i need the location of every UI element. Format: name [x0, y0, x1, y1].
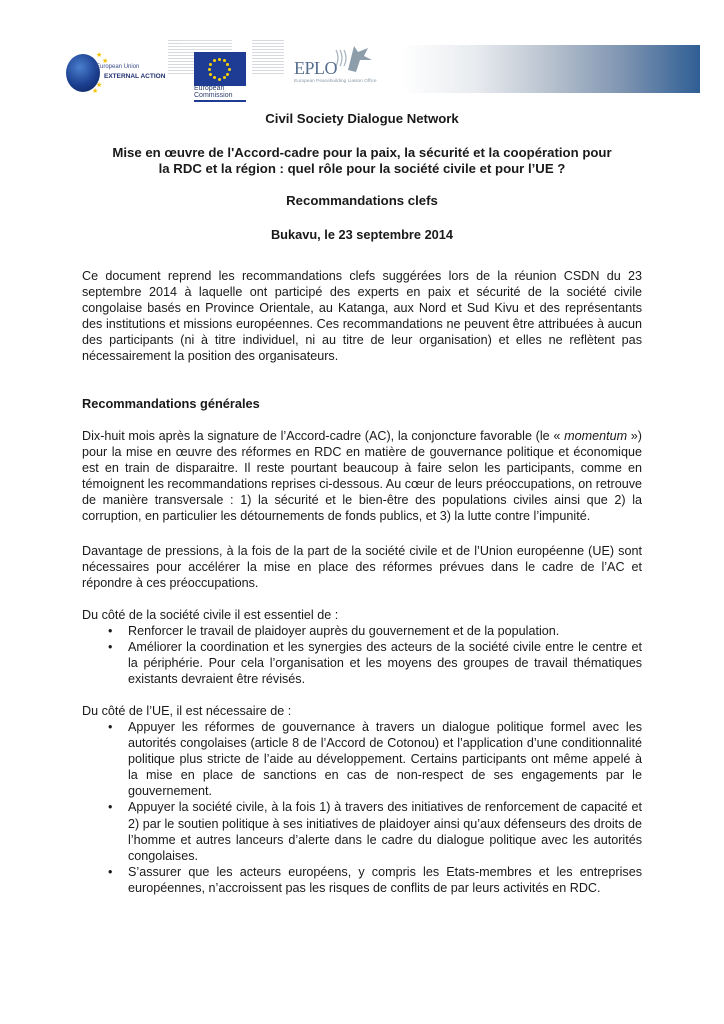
- eplo-wordmark: EPLO: [294, 58, 337, 78]
- document-title-line1: Mise en œuvre de l'Accord-cadre pour la paix, la sécurité et la coopération pour: [112, 145, 612, 160]
- flag-star-icon: [226, 63, 229, 66]
- civil-society-intro: Du côté de la société civile il est essentiel de :: [82, 608, 339, 622]
- ec-logo-underline: [194, 100, 246, 102]
- bullet-icon: •: [108, 864, 113, 879]
- building-graphic: [252, 40, 284, 76]
- bullet-icon: •: [108, 800, 113, 815]
- flag-star-icon: [226, 73, 229, 76]
- civil-society-recommendations: [82, 623, 642, 687]
- list-item-text: Améliorer la coordination et les synergies des acteurs de la société civile entre le centre et la périphérie. Pour cela l’organisation et les moyens des groupes de travail thématiques existants devraient être révisés.: [128, 640, 642, 687]
- flag-star-icon: [213, 59, 216, 62]
- eplo-subtitle: European Peacebuilding Liaison Office: [294, 79, 377, 84]
- document-title-line2: la RDC et la région : quel rôle pour la société civile et pour l’UE ?: [158, 161, 566, 176]
- flag-star-icon: [218, 58, 221, 61]
- document-title: [40, 145, 684, 177]
- star-icon: ★: [102, 58, 109, 65]
- general-paragraph-1-start: Dix-huit mois après la signature de l’Accord-cadre (AC), la conjoncture favorable (le «: [82, 429, 565, 443]
- globe-with-stars-icon: [66, 52, 103, 92]
- momentum-term: momentum: [564, 429, 628, 443]
- header-gradient-banner: [402, 45, 700, 93]
- flag-star-icon: [223, 76, 226, 79]
- european-commission-logo: [166, 40, 286, 102]
- flag-star-icon: [209, 73, 212, 76]
- eplo-logo: [290, 44, 400, 96]
- eeas-logo-line2: EXTERNAL ACTION: [104, 73, 166, 80]
- eeas-logo-line1: European Union: [96, 64, 140, 70]
- eu-flag-icon: [194, 52, 246, 86]
- list-item: [82, 639, 642, 687]
- bullet-icon: •: [108, 640, 113, 655]
- intro-paragraph: Ce document reprend les recommandations clefs suggérées lors de la réunion CSDN du 23 septembre 2014 à laquelle ont participé des experts en paix et sécurité de la société civile congolaise basés en Province Orientale, au Katanga, aux Nord et Sud Kivu et des représentants des institutions et missions européennes. Ces recommandations ne peuvent être attribuées à aucun des participants (ni à titre individuel, ni au titre de leur organisation) et elles ne reflètent pas nécessairement la position des organisateurs.: [82, 269, 642, 364]
- general-paragraph-2: Davantage de pressions, à la fois de la part de la société civile et de l’Union européenne (UE) sont nécessaires pour accélérer la mise en place des réformes prévues dans le cadre de l’AC et répondre à ces préoccupations.: [82, 544, 642, 591]
- bullet-icon: •: [108, 624, 113, 638]
- list-item-text: Renforcer le travail de plaidoyer auprès du gouvernement et de la population.: [128, 624, 560, 638]
- bullet-icon: •: [108, 720, 113, 734]
- network-title: Civil Society Dialogue Network: [265, 111, 459, 126]
- eu-recommendations: [82, 719, 642, 896]
- general-paragraph-1-rest: ») pour la mise en œuvre des réformes en RDC en matière de gouvernance politique et économique est en train de disparaitre. Il reste pourtant beaucoup à faire selon les participants, comme en témoignent les recommandations reprises ci-dessous. Au cœur de leurs préoccupations, on retrouve de manière transversale : 1) la sécurité et le bien-être des populations civiles ainsi que 2) la corruption, en particulier les détournements de fonds publics, et 3) la lutte contre l’impunité.: [82, 429, 642, 524]
- star-icon: ★: [92, 88, 99, 95]
- place-date: Bukavu, le 23 septembre 2014: [270, 227, 454, 242]
- list-item-text: Appuyer la société civile, à la fois 1) à travers des initiatives de renforcement de capacité et 2) par le soutien politique à ses initiatives de plaidoyer ainsi qu’aux défenseurs des droits de l’homme et autres lanceurs d’alerte dans le cadre du dialogue politique avec les autorités congolaises.: [128, 800, 642, 863]
- dove-icon: [334, 44, 374, 74]
- list-item: [82, 864, 642, 896]
- list-item: [82, 719, 642, 799]
- flag-star-icon: [209, 63, 212, 66]
- flag-star-icon: [213, 76, 216, 79]
- building-graphic: [180, 40, 232, 52]
- flag-star-icon: [218, 78, 221, 81]
- flag-star-icon: [223, 59, 226, 62]
- list-item: [82, 799, 642, 863]
- document-subtitle: Recommandations clefs: [286, 193, 438, 208]
- list-item-text: S’assurer que les acteurs européens, y compris les Etats-membres et les entreprises européennes, n’accroissent pas les risques de conflits de par leurs activités en RDC.: [128, 864, 642, 895]
- eeas-logo: [66, 52, 166, 94]
- star-icon: ★: [96, 52, 103, 59]
- general-paragraph-1: [82, 428, 642, 525]
- page-header: [0, 0, 724, 105]
- flag-star-icon: [228, 68, 231, 71]
- ec-logo-line1: European: [194, 85, 225, 92]
- section-heading-general: Recommandations générales: [82, 396, 260, 411]
- flag-star-icon: [208, 68, 211, 71]
- eu-intro: Du côté de l’UE, il est nécessaire de :: [82, 704, 292, 718]
- star-icon: ★: [96, 82, 103, 89]
- list-item: [82, 623, 642, 639]
- list-item-text: Appuyer les réformes de gouvernance à travers un dialogue politique formel avec les autorités congolaises (article 8 de l’Accord de Cotonou) et l’application d’une conditionnalité politique plus stricte de l’aide au développement. Certains participants ont même appelé à la mise en place de sanctions en cas de non-respect de ses engagements par le gouvernement.: [128, 720, 642, 799]
- ec-logo-line2: Commission: [194, 92, 233, 99]
